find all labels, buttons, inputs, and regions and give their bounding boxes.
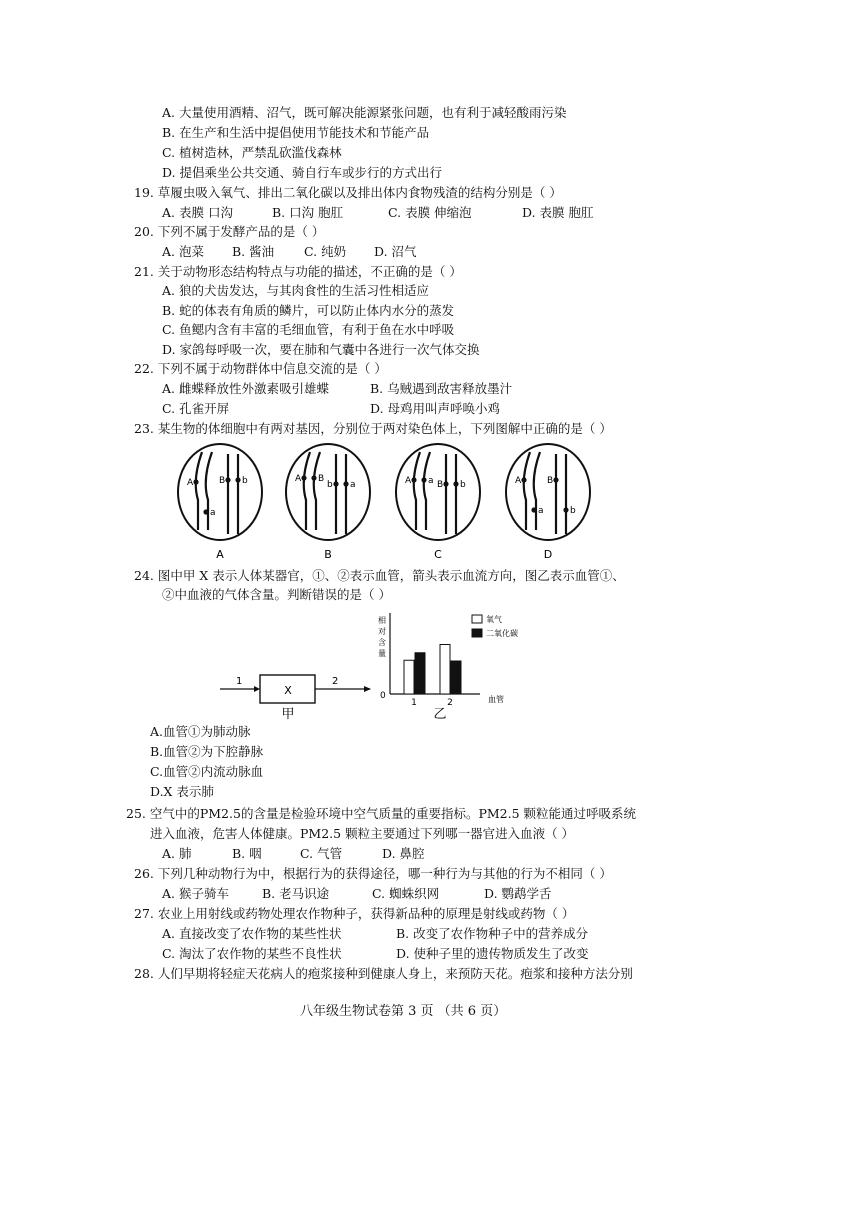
gene-label: b (327, 480, 333, 490)
option-line: D.X 表示肺 (150, 784, 214, 799)
option-line: D. 提倡乘坐公共交通、骑自行车或步行的方式出行 (162, 165, 443, 180)
gene-label: A (295, 474, 302, 484)
gene-label: b (460, 480, 466, 490)
gene-label: B (318, 474, 325, 484)
cell-membrane (506, 444, 590, 540)
x-tick-label: 2 (447, 698, 453, 708)
option-line: B.血管②为下腔静脉 (150, 744, 264, 759)
gene-label: a (350, 480, 356, 490)
legend-label: 氧气 (486, 615, 502, 624)
question-25-cont: 进入血液，危害人体健康。PM2.5 颗粒主要通过下列哪一器官进入血液（ ） (150, 826, 575, 841)
gene-locus (333, 481, 338, 486)
vessel-2-label: 2 (332, 676, 339, 687)
option: D. 母鸡用叫声呼唤小鸡 (370, 401, 501, 416)
question-22: 22. 下列不属于动物群体中信息交流的是（ ） (134, 361, 387, 376)
gene-locus (411, 477, 416, 482)
option: A. 直接改变了农作物的某些性状 (162, 926, 342, 941)
option: B. 改变了农作物种子中的营养成分 (396, 926, 589, 941)
page-footer: 八年级生物试卷第 3 页 （共 6 页） (300, 1004, 507, 1019)
axis-origin: 0 (380, 691, 386, 701)
chromosome (524, 452, 530, 530)
arrow-icon (364, 686, 371, 692)
y-axis-label: 对 (378, 627, 386, 636)
gene-locus (563, 507, 568, 512)
gene-label: B (437, 480, 444, 490)
gene-label: a (428, 476, 434, 486)
question-26: 26. 下列几种动物行为中，根据行为的获得途径，哪一种行为与其他的行为不相同（ ） (134, 866, 612, 881)
figure-24 (210, 606, 530, 726)
caption-jia: 甲 (281, 707, 295, 722)
bar-二氧化碳 (451, 661, 461, 694)
option: D. 使种子里的遗传物质发生了改变 (396, 946, 589, 961)
option: D. 表膜 胞肛 (522, 205, 594, 220)
gene-locus (301, 475, 306, 480)
option-line: B. 蛇的体表有角质的鳞片，可以防止体内水分的蒸发 (162, 303, 455, 318)
option: C. 淘汰了农作物的某些不良性状 (162, 946, 342, 961)
caption-yi: 乙 (433, 707, 447, 722)
chromosome (304, 452, 310, 530)
question-20: 20. 下列不属于发酵产品的是（ ） (134, 224, 325, 239)
option: D. 鼻腔 (382, 846, 425, 861)
question-24-cont: ②中血液的气体含量。判断错误的是（ ） (162, 587, 391, 602)
option: C. 蜘蛛织网 (372, 886, 440, 901)
organ-label: X (284, 684, 292, 697)
question-21: 21. 关于动物形态结构特点与功能的描述，不正确的是（ ） (134, 264, 462, 279)
y-axis-label: 相 (378, 616, 386, 625)
option: C. 纯奶 (304, 244, 347, 259)
option: C. 气管 (300, 846, 343, 861)
cell-diagram-c (396, 444, 480, 561)
question-27: 27. 农业上用射线或药物处理农作物种子，获得新品种的原理是射线或药物（ ） (134, 906, 575, 921)
gene-label: a (538, 506, 544, 516)
gene-label: A (515, 476, 522, 486)
gene-label: B (547, 476, 554, 486)
option: B. 老马识途 (262, 886, 330, 901)
chromosome (424, 452, 430, 530)
gene-locus (235, 477, 240, 482)
gene-locus (553, 477, 558, 482)
x-tick-label: 1 (411, 698, 417, 708)
cell-diagram-a (178, 444, 262, 561)
option-line: A.血管①为肺动脉 (150, 724, 251, 739)
option: A. 肺 (162, 846, 192, 861)
question-28: 28. 人们早期将轻症天花病人的疱浆接种到健康人身上，来预防天花。疱浆和接种方法分别 (134, 966, 633, 981)
x-axis-label: 血管 (488, 695, 504, 704)
cell-membrane (178, 444, 262, 540)
option-line: A. 大量使用酒精、沼气，既可解决能源紧张问题，也有利于减轻酸雨污染 (162, 105, 567, 120)
y-axis-label: 量 (378, 649, 386, 658)
gene-label: A (405, 476, 412, 486)
gene-label: b (570, 506, 576, 516)
chromosome (206, 452, 212, 530)
vessel-1-label: 1 (236, 676, 243, 687)
option-line: A. 狼的犬齿发达，与其肉食性的生活习性相适应 (162, 283, 429, 298)
option: B. 口沟 胞肛 (272, 205, 344, 220)
legend-label: 二氧化碳 (486, 629, 518, 638)
option: A. 表膜 口沟 (162, 205, 233, 220)
gene-locus (521, 477, 526, 482)
cell-diagram-d (506, 444, 590, 561)
chromosome (414, 452, 420, 530)
option: C. 孔雀开屏 (162, 401, 230, 416)
gene-locus (531, 507, 536, 512)
option: B. 咽 (232, 846, 262, 861)
option-line: D. 家鸽每呼吸一次，要在肺和气囊中各进行一次气体交换 (162, 342, 480, 357)
gene-locus (193, 479, 198, 484)
question-24: 24. 图中甲 X 表示人体某器官，①、②表示血管，箭头表示血流方向，图乙表示血管①、 (134, 568, 625, 583)
gene-locus (421, 477, 426, 482)
option: A. 泡菜 (162, 244, 204, 259)
gas-bar-chart (378, 613, 518, 722)
option-line: C.血管②内流动脉血 (150, 764, 264, 779)
y-axis-label: 含 (378, 638, 386, 647)
question-25: 25. 空气中的PM2.5的含量是检验环境中空气质量的重要指标。PM2.5 颗粒能通过呼吸系统 (126, 806, 637, 821)
gene-locus (225, 477, 230, 482)
cell-option-label: C (434, 548, 442, 561)
cell-membrane (396, 444, 480, 540)
cell-diagram-b (286, 444, 370, 561)
gene-label: b (242, 476, 248, 486)
cell-option-label: B (324, 548, 332, 561)
gene-locus (203, 509, 208, 514)
option-line: C. 植树造林，严禁乱砍滥伐森林 (162, 145, 342, 160)
gene-label: a (210, 508, 216, 518)
bar-二氧化碳 (415, 653, 425, 694)
option: B. 乌贼遇到敌害释放墨汁 (370, 381, 513, 396)
option: D. 沼气 (374, 244, 417, 259)
gene-locus (443, 481, 448, 486)
option-line: C. 鱼鳃内含有丰富的毛细血管，有利于鱼在水中呼吸 (162, 322, 455, 337)
chromosome (196, 452, 202, 530)
gene-label: A (187, 478, 194, 488)
option-line: B. 在生产和生活中提倡使用节能技术和节能产品 (162, 125, 430, 140)
gene-label: B (219, 476, 226, 486)
chromosome (534, 452, 540, 530)
gene-locus (343, 481, 348, 486)
option: A. 猴子骑车 (162, 886, 229, 901)
question-23: 23. 某生物的体细胞中有两对基因，分别位于两对染色体上，下列图解中正确的是（ ） (134, 421, 612, 436)
cell-option-label: A (216, 548, 224, 561)
option: B. 酱油 (232, 244, 275, 259)
cell-option-label: D (543, 548, 553, 561)
legend-swatch (472, 629, 482, 637)
option: A. 雌蝶释放性外激素吸引雄蝶 (162, 381, 329, 396)
bar-氧气 (440, 645, 450, 695)
cell-membrane (286, 444, 370, 540)
gene-locus (453, 481, 458, 486)
chromosome (314, 452, 320, 530)
question-19: 19. 草履虫吸入氧气、排出二氧化碳以及排出体内食物残渣的结构分别是（ ） (134, 185, 562, 200)
cell-diagrams (170, 440, 610, 570)
bar-氧气 (404, 660, 414, 694)
option: D. 鹦鹉学舌 (484, 886, 552, 901)
legend-swatch (472, 615, 482, 623)
arrow-icon (254, 686, 260, 692)
gene-locus (311, 475, 316, 480)
option: C. 表膜 伸缩泡 (388, 205, 472, 220)
